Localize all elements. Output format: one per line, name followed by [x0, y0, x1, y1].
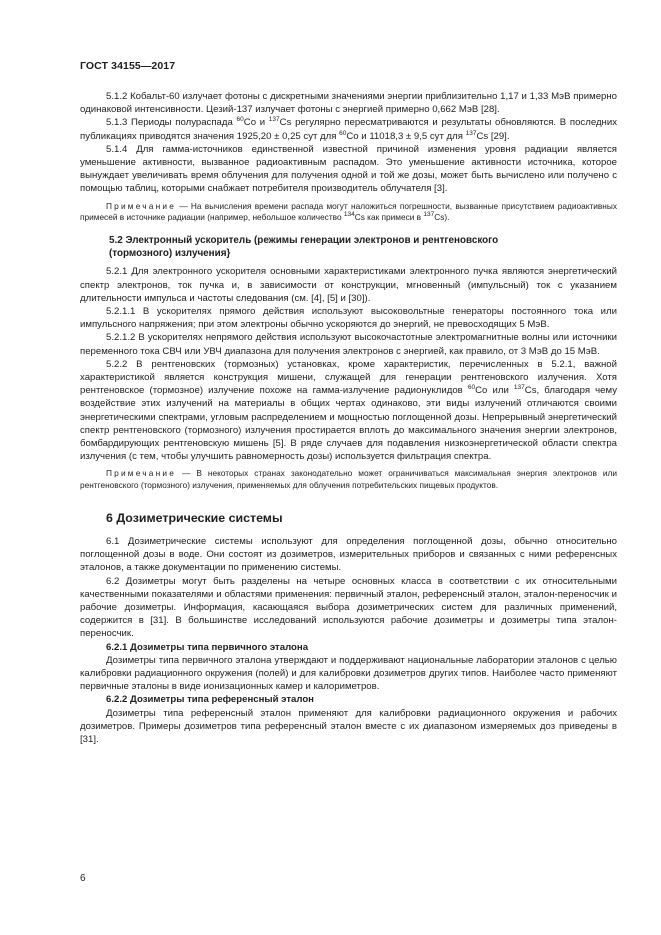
paragraph-5-1-4: 5.1.4 Для гамма-источников единственной известной причиной изменения уровня радиации является уменьшение активности, вызванное радиоактивным распадом. Это уменьшение активности источника, которое вынуждает увеличивать время облучения для получения одной и той же дозы, может быть вычислено или получено с помощью таблиц, которыми снабжает потребителя производитель облучателя [3]. [80, 143, 617, 195]
paragraph-5-2-1: 5.2.1 Для электронного ускорителя основными характеристиками электронного пучка являются энергетический спектр электронов, ток пучка и, в зависимости от конструкции, мгновенный (импульсный) ток с указанием длительности импульса и частоты следования (см. [4], [5] и [30]). [80, 266, 617, 304]
section-heading-6: 6 Дозиметрические системы [106, 510, 283, 525]
paragraph-5-2-1-1: 5.2.1.1 В ускорителях прямого действия используют высоковольтные генераторы постоянного тока или импульсного напряжения; при этом электроны обычно ускоряются до энергий, не превосходящих 5 МэВ. [80, 306, 617, 331]
document-header: ГОСТ 34155—2017 [80, 60, 176, 72]
page-number: 6 [80, 873, 86, 884]
paragraph-5-1-2: 5.1.2 Кобальт-60 излучает фотоны с дискретными значениями энергии приблизительно 1,17 и 1,33 МэВ примерно одинаковой интенсивности. Цезий-137 излучает фотоны с энергией примерно 0,662 МэВ [28]. [80, 91, 617, 116]
subsection-heading-6-2-2: 6.2.2 Дозиметры типа референсный эталон [106, 694, 314, 706]
document-body [80, 90, 617, 746]
paragraph-5-1-3: 5.1.3 Периоды полураспада $^{60}$Co и $^{137}$Cs регулярно пересматриваются и результаты обновляются. В последних публикациях приводятся значения 1925,20 ± 0,25 сут для $^{60}$Co и 11018,3 ± 9,5 сут для $^{137}$Cs [29]. [80, 116, 617, 142]
paragraph-6-2: 6.2 Дозиметры могут быть разделены на четыре основных класса в соответствии с их относительными качественными показателями и областями применения: первичный эталон, референсный эталон, эталон-переносчик и рабочие дозиметры. Информация, касающаяся выбора дозиметрических систем для различных применений, содержится в [31]. В большинстве исследований используются рабочие дозиметры и дозиметры типа эталон-переносчик. [80, 575, 617, 640]
note-decay: Примечание — На вычисления времени распада могут наложиться погрешности, вызванные присутствием радиоактивных примесей в источнике радиации (например, небольшое количество $^{134}$Cs как примеси в $^{137}$Cs). [80, 200, 617, 222]
paragraph-6-2-1: Дозиметры типа первичного эталона утверждают и поддерживают национальные лаборатории эталонов с целью калибровки радиационного окружения (полей) и для калибровки дозиметров других типов. Наиболее часто применяют первичные эталоны в виде ионизационных камер и калориметров. [80, 654, 617, 693]
paragraph-6-1: 6.1 Дозиметрические системы используют для определения поглощенной дозы, обычно относительно поглощенной дозы в воде. Они состоят из дозиметров, измерительных приборов и связанных с ними референсных эталонов, а также документации по применению системы. [80, 535, 617, 574]
section-heading-5-2: 5.2 Электронный ускоритель (режимы генерации электронов и рентгеновского (тормозного) излучения} [109, 235, 499, 260]
note-legislation: Примечание — В некоторых странах законодательно может ограничиваться максимальная энергия электронов или рентгеновского (тормозного) излучения, применяемых для облучения потребительских пищевых продуктов. [80, 468, 617, 490]
paragraph-5-2-1-2: 5.2.1.2 В ускорителях непрямого действия используют высокочастотные электромагнитные волны или источники переменного тока СВЧ или УВЧ диапазона для получения электронов с энергией, как правило, от 3 МэВ до 15 МэВ. [80, 332, 617, 357]
subsection-heading-6-2-1: 6.2.1 Дозиметры типа первичного эталона [106, 641, 309, 653]
paragraph-6-2-2: Дозиметры типа референсный эталон применяют для калибровки радиационного окружения и рабочих дозиметров. Примеры дозиметров типа референсный эталон вместе с их диапазоном измеряемых доз приведены в [31]. [80, 707, 617, 745]
paragraph-5-2-2: 5.2.2 В рентгеновских (тормозных) установках, кроме характеристик, перечисленных в 5.2.1, важной характеристикой является конструкция мишени, служащей для генерации рентгеновского излучения. Хотя рентгеновское (тормозное) излучение похоже на гамма-излучение радионуклидов $^{60}$Co или $^{137}$Cs, благодаря чему воздействие этих излучений на материалы в общих чертах одинаково, эти виды излучений отличаются своими энергетическими спектрами, угловым распределением и мощностью поглощенной дозы. Непрерывный энергетический спектр рентгеновского (тормозного) излучения простирается вплоть до максимального значения энергии электронов, бомбардирующих рентгеновскую мишень [5]. В ряде случаев для подавления низкоэнергетической области спектра излучения (с тем, чтобы улучшить равномерность дозы) используется фильтрация спектра. [80, 358, 617, 463]
